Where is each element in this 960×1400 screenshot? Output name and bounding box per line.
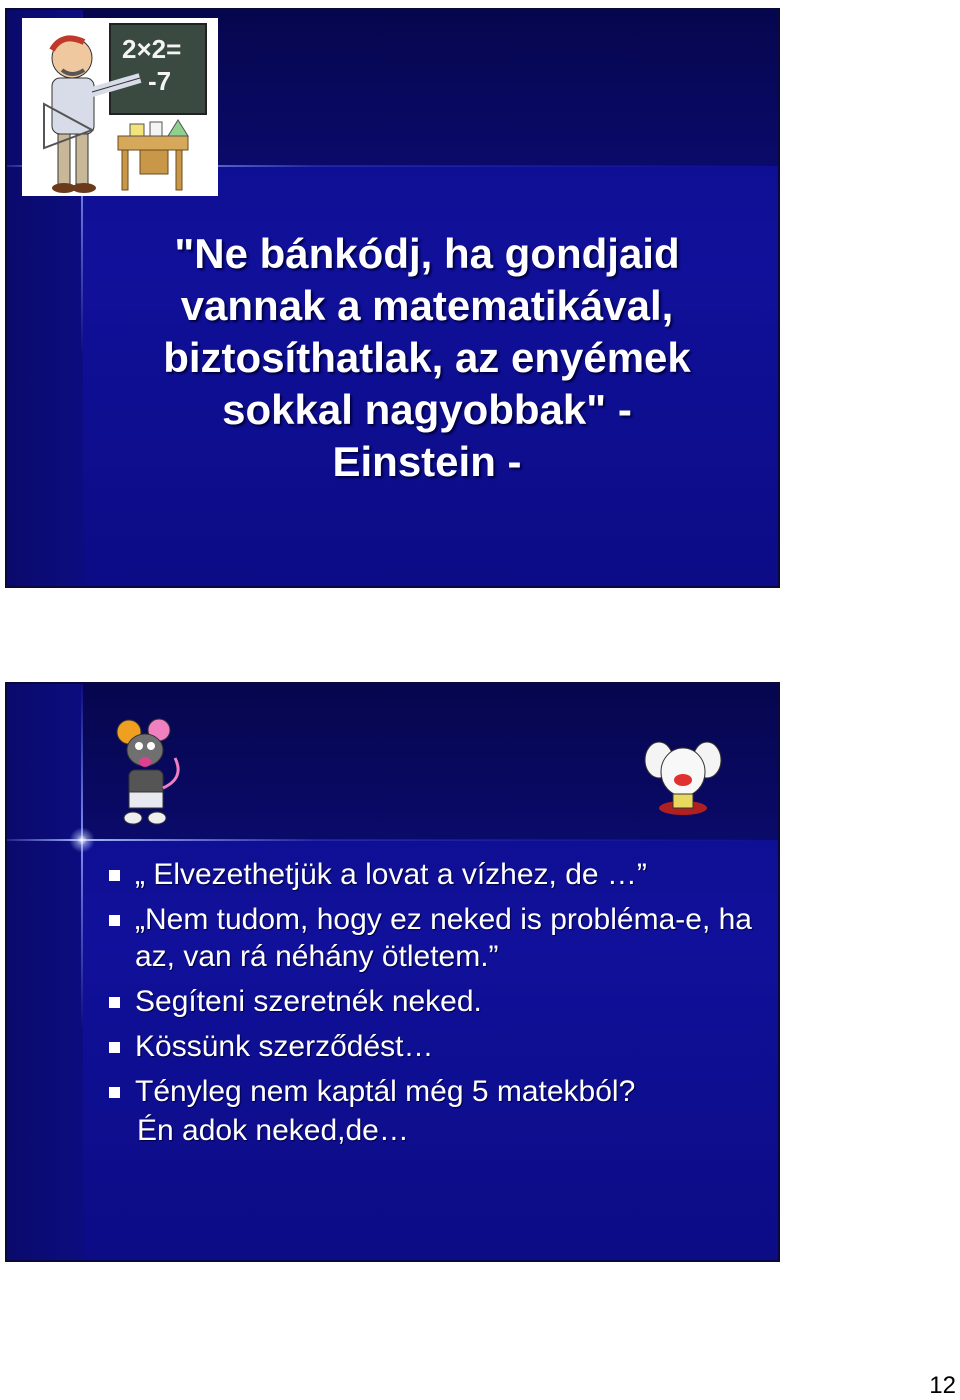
quote-line: Einstein -	[332, 438, 522, 485]
bullet-square-icon	[109, 915, 120, 926]
bullet-item	[107, 901, 767, 975]
bullet-square-icon	[109, 997, 120, 1008]
bullet-text: Kössünk szerződést…	[135, 1030, 434, 1063]
diddl-clipart	[643, 736, 723, 816]
bullet-square-icon	[109, 1042, 120, 1053]
bullet-text: Tényleg nem kaptál még 5 matekból?	[135, 1075, 636, 1108]
slide-left-band	[7, 684, 83, 1260]
quote-line: biztosíthatlak, az enyémek	[163, 334, 691, 381]
bullet-list	[107, 856, 767, 1149]
bullet-text: „Nem tudom, hogy ez neked is probléma-e, ha az, van rá néhány ötletem.”	[135, 903, 752, 973]
bullet-item	[107, 983, 767, 1020]
quote-line: sokkal nagyobbak" -	[222, 386, 632, 433]
teacher-clipart-svg	[22, 18, 218, 196]
mouse-clipart-svg	[107, 718, 187, 828]
bullet-continuation: Én adok neked,de…	[137, 1114, 409, 1147]
page-number: 12	[929, 1372, 956, 1399]
einstein-quote	[107, 228, 747, 488]
bullet-text: Segíteni szeretnék neked.	[135, 985, 482, 1018]
quote-line: "Ne bánkódj, ha gondjaid	[174, 230, 680, 277]
bullet-item	[107, 1073, 767, 1110]
board-text-2: -7	[148, 66, 172, 96]
bullet-item	[107, 1028, 767, 1065]
bullet-item	[107, 856, 767, 893]
mouse-clipart	[107, 718, 187, 828]
bullet-square-icon	[109, 1087, 120, 1098]
bullet-square-icon	[109, 870, 120, 881]
decor-vertical-line	[81, 684, 83, 1260]
quote-line: vannak a matematikával,	[180, 282, 674, 329]
slide-1	[5, 8, 780, 588]
bullet-text: „ Elvezethetjük a lovat a vízhez, de …”	[135, 858, 647, 891]
board-text-1: 2×2=	[122, 34, 182, 64]
diddl-clipart-svg	[643, 736, 723, 816]
teacher-clipart	[22, 18, 218, 196]
decor-horizontal-line	[7, 839, 778, 841]
slide-2	[5, 682, 780, 1262]
decor-sparkle	[67, 825, 97, 855]
